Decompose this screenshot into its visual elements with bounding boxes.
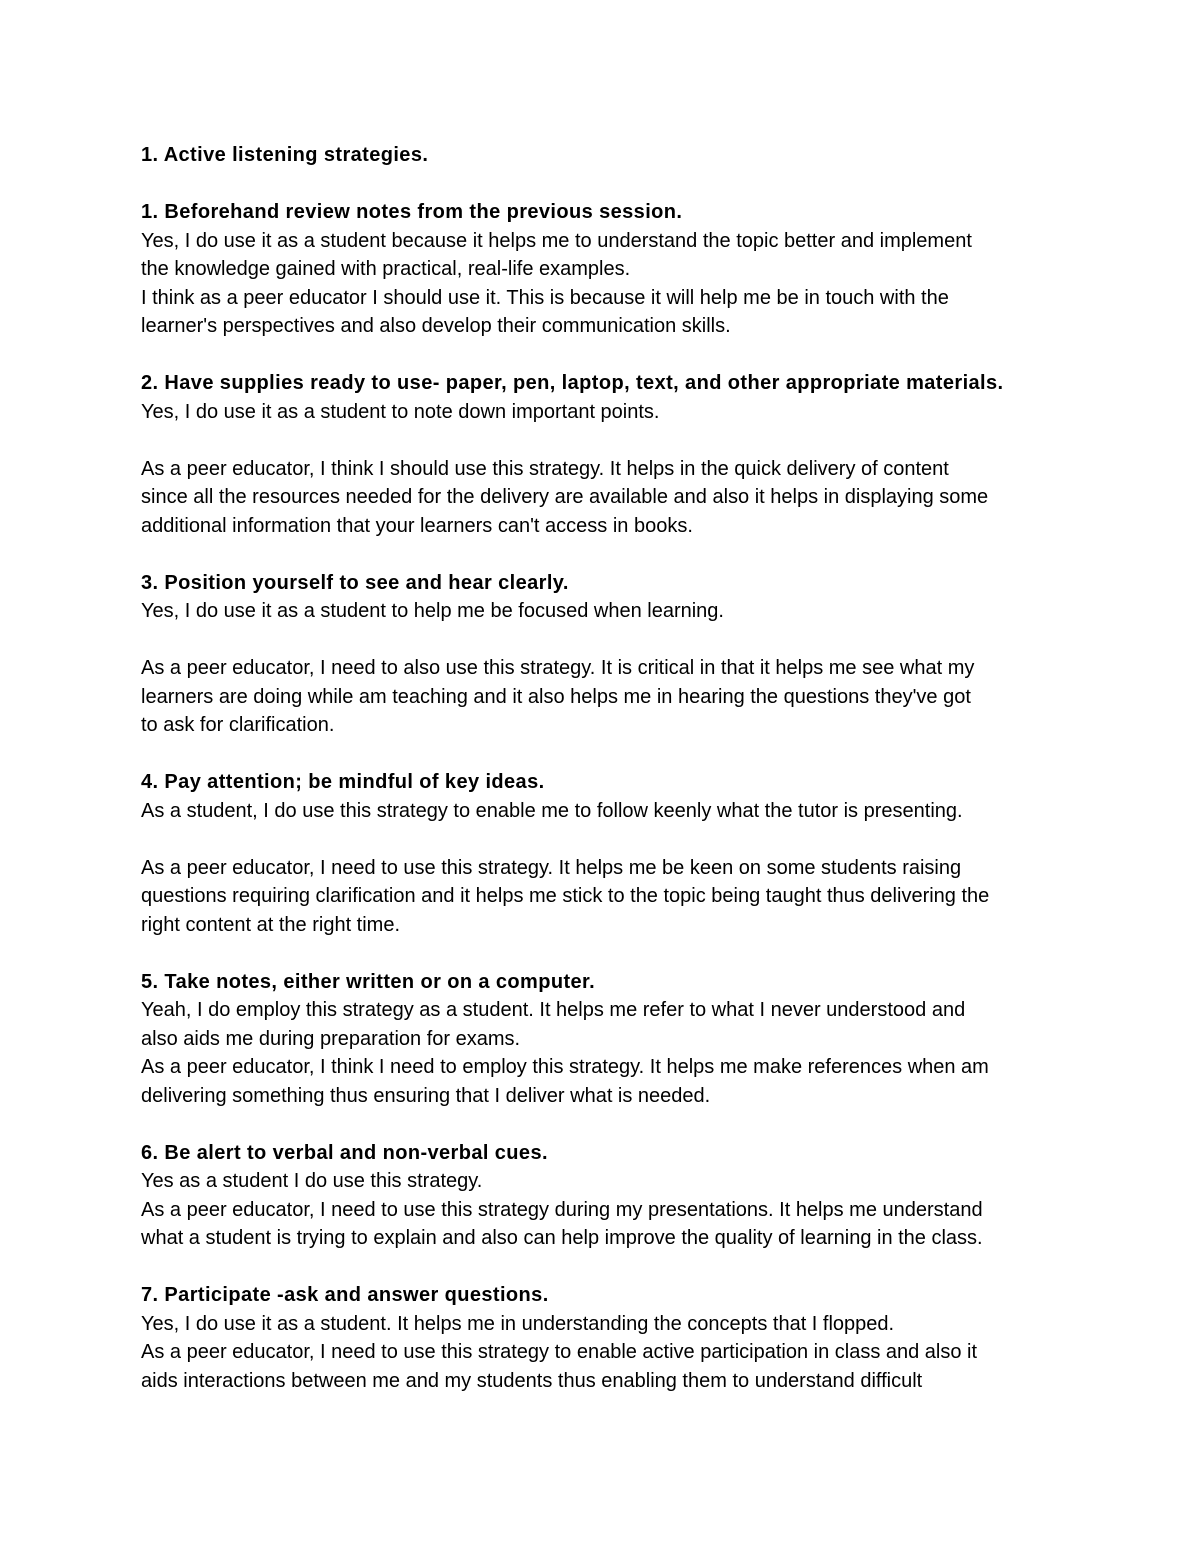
section-6-line-3: what a student is trying to explain and also can help improve the quality of learning in the class.	[141, 1227, 983, 1249]
section-4-line-3: questions requiring clarification and it helps me stick to the topic being taught thus delivering the	[141, 885, 990, 907]
spacer	[141, 939, 1071, 968]
section-4-line-2: As a peer educator, I need to use this strategy. It helps me be keen on some students raising	[141, 856, 962, 879]
section-5-line-3: As a peer educator, I think I need to employ this strategy. It helps me make references when am	[141, 1056, 989, 1078]
section-2-line-1: Yes, I do use it as a student to note down important points.	[141, 400, 660, 423]
section-6-line-2: As a peer educator, I need to use this strategy during my presentations. It helps me understand	[141, 1198, 983, 1221]
section-5-heading: 5. Take notes, either written or on a computer.	[141, 970, 596, 993]
section-5-line-1: Yeah, I do employ this strategy as a student. It helps me refer to what I never understood and	[141, 999, 966, 1021]
section-6-heading: 6. Be alert to verbal and non-verbal cues.	[141, 1141, 548, 1164]
section-3-line-2: As a peer educator, I need to also use this strategy. It is critical in that it helps me see what my	[141, 657, 975, 679]
section-7-line-3: aids interactions between me and my students thus enabling them to understand difficult	[141, 1369, 923, 1392]
spacer	[141, 1110, 1071, 1139]
section-1-line-3: I think as a peer educator I should use it. This is because it will help me be in touch with the	[141, 286, 949, 309]
section-2-heading: 2. Have supplies ready to use- paper, pen, laptop, text, and other appropriate materials.	[141, 372, 1004, 394]
section-2-line-4: additional information that your learners can't access in books.	[141, 514, 693, 537]
section-3-heading: 3. Position yourself to see and hear clearly.	[141, 571, 569, 594]
spacer	[141, 1253, 1071, 1282]
section-1-heading: 1. Beforehand review notes from the previous session.	[141, 201, 683, 223]
section-7-line-2: As a peer educator, I need to use this strategy to enable active participation in class and also it	[141, 1341, 978, 1363]
section-5-line-4: delivering something thus ensuring that I deliver what is needed.	[141, 1084, 711, 1107]
section-2-line-2: As a peer educator, I think I should use this strategy. It helps in the quick delivery of content	[141, 457, 949, 480]
section-2-line-3: since all the resources needed for the delivery are available and also it helps in displaying some	[141, 486, 989, 508]
section-6-line-1: Yes as a student I do use this strategy.	[141, 1170, 483, 1192]
section-7-heading: 7. Participate -ask and answer questions.	[141, 1284, 549, 1306]
section-3-line-1: Yes, I do use it as a student to help me be focused when learning.	[141, 600, 724, 622]
section-4-line-1: As a student, I do use this strategy to enable me to follow keenly what the tutor is presenting.	[141, 799, 963, 822]
section-1-line-2: the knowledge gained with practical, real-life examples.	[141, 258, 631, 280]
spacer	[141, 740, 1071, 769]
section-1-line-4: learner's perspectives and also develop their communication skills.	[141, 315, 731, 337]
spacer	[141, 626, 1071, 655]
spacer	[141, 341, 1071, 370]
spacer	[141, 170, 1071, 199]
spacer	[141, 540, 1071, 569]
document-page	[141, 141, 1071, 1395]
document-title: 1. Active listening strategies.	[141, 144, 429, 166]
section-3-line-3: learners are doing while am teaching and it also helps me in hearing the questions they've got	[141, 685, 971, 708]
section-5-line-2: also aids me during preparation for exams.	[141, 1027, 521, 1050]
spacer	[141, 426, 1071, 455]
section-3-line-4: to ask for clarification.	[141, 714, 335, 736]
section-7-line-1: Yes, I do use it as a student. It helps me in understanding the concepts that I flopped.	[141, 1312, 895, 1335]
section-4-heading: 4. Pay attention; be mindful of key ideas.	[141, 771, 545, 793]
spacer	[141, 825, 1071, 854]
section-1-line-1: Yes, I do use it as a student because it helps me to understand the topic better and implement	[141, 229, 972, 252]
section-4-line-4: right content at the right time.	[141, 913, 401, 936]
